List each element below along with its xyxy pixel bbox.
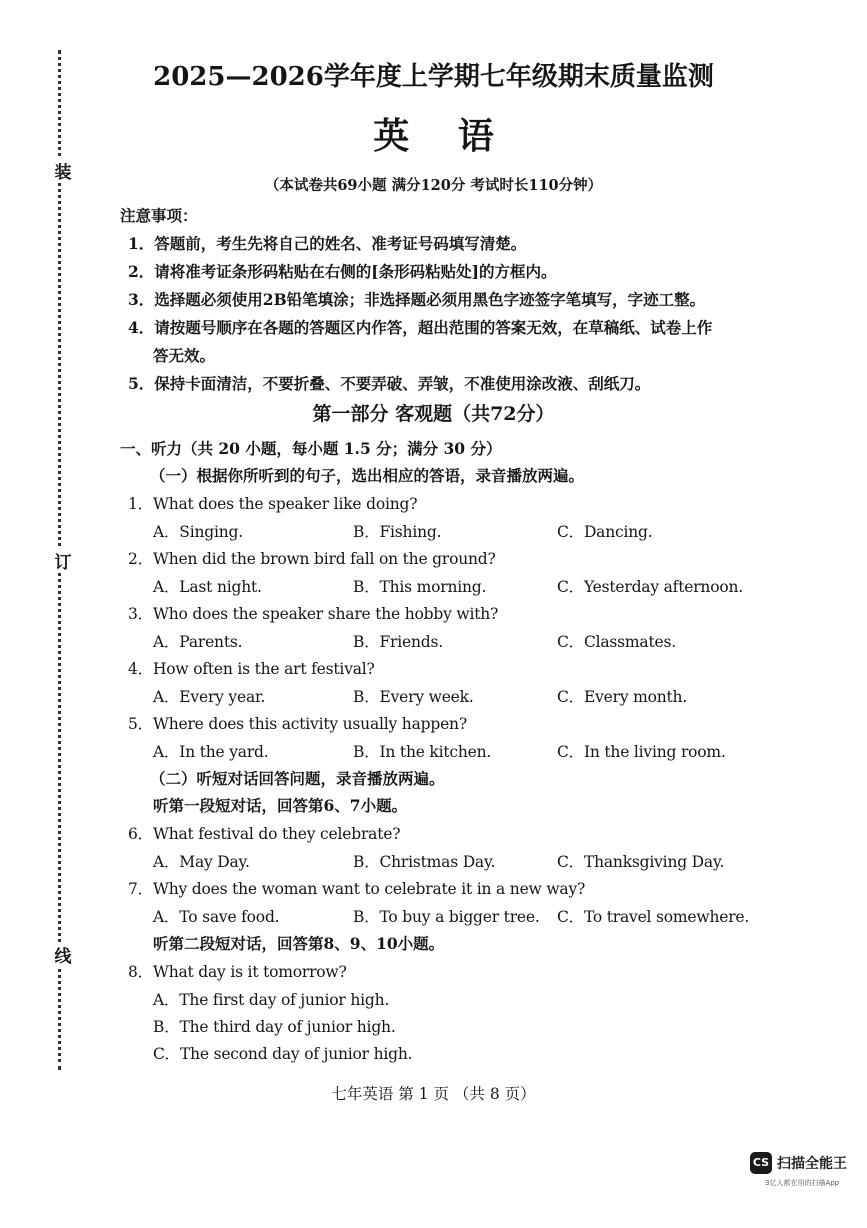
q2-option-b: B．This morning.: [353, 578, 487, 596]
q3-option-b: B．Friends.: [353, 633, 443, 651]
question-2: 2．When did the brown bird fall on the ground?: [128, 550, 496, 568]
question-8: 8．What day is it tomorrow?: [128, 963, 347, 981]
q2-option-c: C．Yesterday afternoon.: [557, 578, 743, 596]
q8-option-a: A．The first day of junior high.: [153, 991, 390, 1009]
note-item-3: 3．选择题必须使用2B铅笔填涂；非选择题必须用黑色字迹签字笔填写，字迹工整。: [128, 290, 706, 309]
question-3: 3．Who does the speaker share the hobby with?: [128, 605, 499, 623]
listening-sub2-instruction: （二）听短对话回答问题，录音播放两遍。: [150, 769, 445, 788]
q5-option-a: A．In the yard.: [153, 743, 269, 761]
page-footer: 七年英语 第 1 页 （共 8 页）: [331, 1085, 536, 1103]
exam-title: 2025—2026学年度上学期七年级期末质量监测: [153, 62, 714, 92]
q6-option-b: B．Christmas Day.: [353, 853, 496, 871]
notes-heading: 注意事项：: [120, 206, 198, 225]
q8-option-b: B．The third day of junior high.: [153, 1018, 396, 1036]
binding-label-zhuang: 装: [52, 158, 74, 183]
q8-option-c: C．The second day of junior high.: [153, 1045, 413, 1063]
q4-option-a: A．Every year.: [153, 688, 266, 706]
question-4: 4．How often is the art festival?: [128, 660, 375, 678]
q6-option-a: A．May Day.: [153, 853, 250, 871]
q3-option-a: A．Parents.: [153, 633, 243, 651]
q4-option-c: C．Every month.: [557, 688, 688, 706]
question-7: 7．Why does the woman want to celebrate it in a new way?: [128, 880, 586, 898]
q7-option-c: C．To travel somewhere.: [557, 908, 750, 926]
q3-option-c: C．Classmates.: [557, 633, 676, 651]
binding-label-ding: 订: [52, 548, 74, 573]
q6-option-c: C．Thanksgiving Day.: [557, 853, 725, 871]
question-5: 5．Where does this activity usually happen?: [128, 715, 467, 733]
note-item-5: 5．保持卡面清洁，不要折叠、不要弄破、弄皱，不准使用涂改液、刮纸刀。: [128, 374, 651, 393]
note-item-4: 4．请按题号顺序在各题的答题区内作答，超出范围的答案无效，在草稿纸、试卷上作: [128, 318, 713, 337]
q1-option-b: B．Fishing.: [353, 523, 442, 541]
note-item-2: 2．请将准考证条形码粘贴在右侧的[条形码粘贴处]的方框内。: [128, 262, 557, 281]
question-1: 1．What does the speaker like doing?: [128, 495, 418, 513]
q7-option-b: B．To buy a bigger tree.: [353, 908, 540, 926]
scanner-watermark: [750, 1150, 855, 1190]
camscanner-logo-icon: CS: [750, 1152, 772, 1174]
part-one-heading: 第一部分 客观题（共72分）: [312, 403, 555, 425]
exam-info: （本试卷共69小题 满分120分 考试时长110分钟）: [264, 177, 603, 194]
binding-label-xian: 线: [52, 942, 74, 967]
watermark-name: 扫描全能王: [777, 1156, 847, 1172]
section-listening-heading: 一、听力（共 20 小题，每小题 1.5 分；满分 30 分）: [120, 439, 502, 458]
q5-option-c: C．In the living room.: [557, 743, 726, 761]
dialog-1-instruction: 听第一段短对话，回答第6、7小题。: [153, 796, 408, 815]
dialog-2-instruction: 听第二段短对话，回答第8、9、10小题。: [153, 934, 445, 953]
q5-option-b: B．In the kitchen.: [353, 743, 492, 761]
watermark-tagline: 3亿人都在用的扫描App: [765, 1179, 840, 1187]
note-item-1: 1．答题前，考生先将自己的姓名、准考证号码填写清楚。: [128, 234, 527, 253]
q1-option-c: C．Dancing.: [557, 523, 653, 541]
question-6: 6．What festival do they celebrate?: [128, 825, 401, 843]
q4-option-b: B．Every week.: [353, 688, 474, 706]
q1-option-a: A．Singing.: [153, 523, 243, 541]
subject-title: 英 语: [373, 115, 512, 157]
q7-option-a: A．To save food.: [153, 908, 280, 926]
note-item-4-cont: 答无效。: [153, 346, 216, 365]
listening-sub1-instruction: （一）根据你所听到的句子，选出相应的答语，录音播放两遍。: [150, 466, 585, 485]
q2-option-a: A．Last night.: [153, 578, 262, 596]
